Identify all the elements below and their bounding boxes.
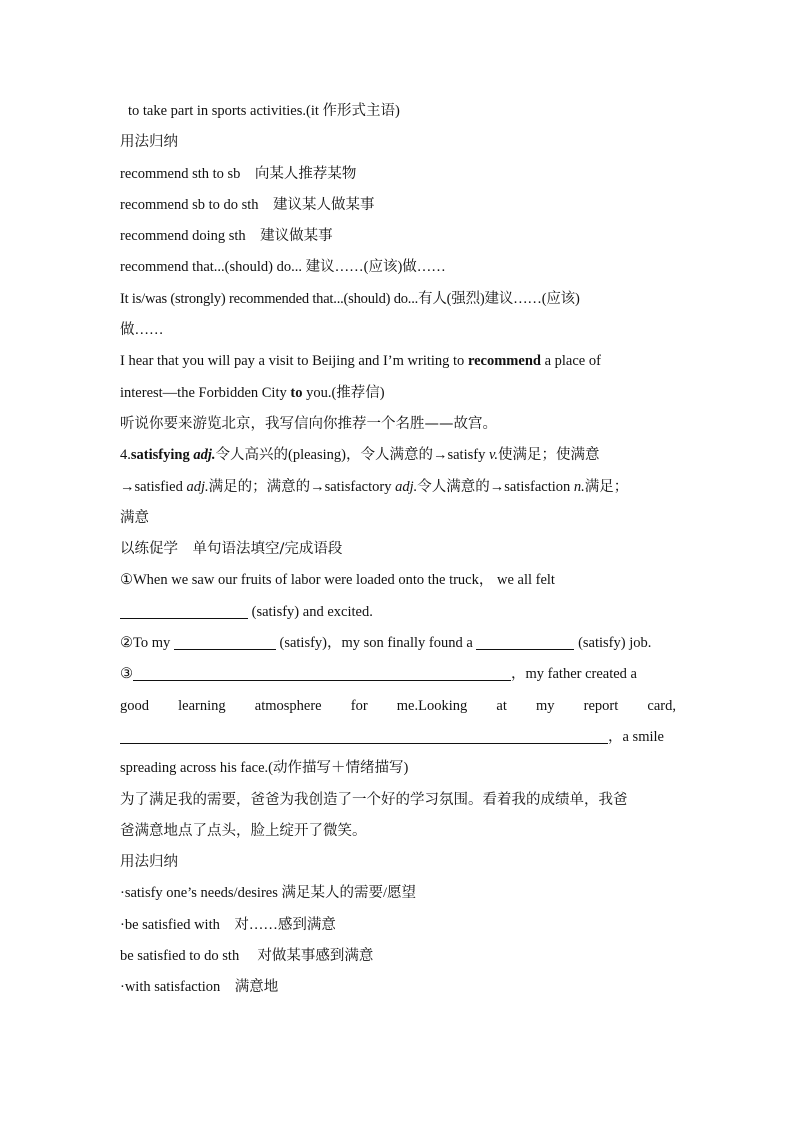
text-span: I hear that you will pay a visit to Beijing and I’m writing to <box>120 353 468 370</box>
word: me.Looking <box>396 697 468 714</box>
text-span: (satisfy) job. <box>574 635 652 652</box>
answer-blank[interactable] <box>120 603 248 619</box>
document-page <box>120 96 676 1004</box>
text-span: →satisfied <box>120 478 187 495</box>
word: atmosphere <box>254 697 322 714</box>
text-span: ，my father created a <box>511 666 637 683</box>
section-heading: 用法归纳 <box>120 134 178 151</box>
translation-line: 为了满足我的需要，爸爸为我创造了一个好的学习氛围。看着我的成绩单，我爸 <box>120 791 628 808</box>
vocab-entry <box>120 440 676 471</box>
pos-label: adj. <box>395 478 418 495</box>
answer-blank[interactable] <box>120 728 608 744</box>
usage-item: ·satisfy one’s needs/desires 满足某人的需要/愿望 <box>120 885 417 902</box>
pos-label: n. <box>573 478 585 495</box>
text-span: interest—the Forbidden City <box>120 384 291 401</box>
word: learning <box>178 697 226 714</box>
text-span: 令人高兴的(pleasing)，令人满意的→satisfy <box>215 447 489 464</box>
text-span: 满足； <box>584 478 629 495</box>
text-span: ②To my <box>120 635 174 652</box>
word: at <box>496 697 507 714</box>
translation-line: 爸满意地点了点头，脸上绽开了微笑。 <box>120 822 367 839</box>
text-span: (satisfy)，my son finally found a <box>275 635 477 652</box>
entry-number: 4. <box>120 447 131 464</box>
answer-blank[interactable] <box>133 665 511 681</box>
exercise-line <box>120 722 676 753</box>
keyword: recommend <box>467 353 541 370</box>
text-line: recommend that...(should) do... 建议……(应该)做…… <box>120 259 446 276</box>
example-sentence <box>120 378 676 409</box>
keyword: to <box>290 384 303 401</box>
headword: satisfying <box>130 447 190 464</box>
usage-item: be satisfied to do sth 对做某事感到满意 <box>120 948 374 965</box>
pos-label: v. <box>488 447 498 464</box>
exercise-line: ①When we saw our fruits of labor were loaded onto the truck， we all felt <box>120 572 555 589</box>
word: card, <box>647 697 676 714</box>
text-span: you.(推荐信) <box>302 384 385 401</box>
text-line: recommend sth to sb 向某人推荐某物 <box>120 165 357 182</box>
exercise-line <box>120 659 676 690</box>
word: for <box>350 697 368 714</box>
answer-blank[interactable] <box>476 634 574 650</box>
exercise-line <box>120 628 676 659</box>
exercise-line: spreading across his face.(动作描写＋情绪描写) <box>120 760 409 777</box>
text-line: recommend doing sth 建议做某事 <box>120 228 333 245</box>
section-heading: 用法归纳 <box>120 854 178 871</box>
vocab-entry <box>120 472 676 503</box>
text-span: a place of <box>540 353 601 370</box>
answer-blank[interactable] <box>174 634 276 650</box>
text-line: 满意 <box>120 509 149 526</box>
example-sentence <box>120 346 676 377</box>
text-span: 使满足；使满意 <box>497 447 600 464</box>
text-line: recommend sb to do sth 建议某人做某事 <box>120 196 375 213</box>
word: report <box>583 697 619 714</box>
usage-item: ·with satisfaction 满意地 <box>120 979 279 996</box>
text-line: 做…… <box>120 322 164 339</box>
word: good <box>120 697 149 714</box>
pos-label: adj. <box>186 478 209 495</box>
text-span: 令人满意的→satisfaction <box>417 478 574 495</box>
word: my <box>535 697 555 714</box>
section-heading: 以练促学 单句语法填空/完成语段 <box>120 541 343 558</box>
text-line: to take part in sports activities.(it 作形式主语) <box>128 103 400 119</box>
pos-label: adj. <box>189 447 216 464</box>
translation-line: 听说你要来游览北京，我写信向你推荐一个名胜——故宫。 <box>120 415 497 432</box>
usage-item: ·be satisfied with 对……感到满意 <box>120 916 336 933</box>
text-line: It is/was (strongly) recommended that...(should) do...有人(强烈)建议……(应该) <box>120 290 580 307</box>
text-span: (satisfy) and excited. <box>248 603 373 620</box>
text-span: 满足的；满意的→satisfactory <box>208 478 396 495</box>
exercise-line <box>120 691 676 722</box>
text-span: ③ <box>120 666 133 683</box>
exercise-line <box>120 597 676 628</box>
text-span: ，a smile <box>608 728 664 745</box>
